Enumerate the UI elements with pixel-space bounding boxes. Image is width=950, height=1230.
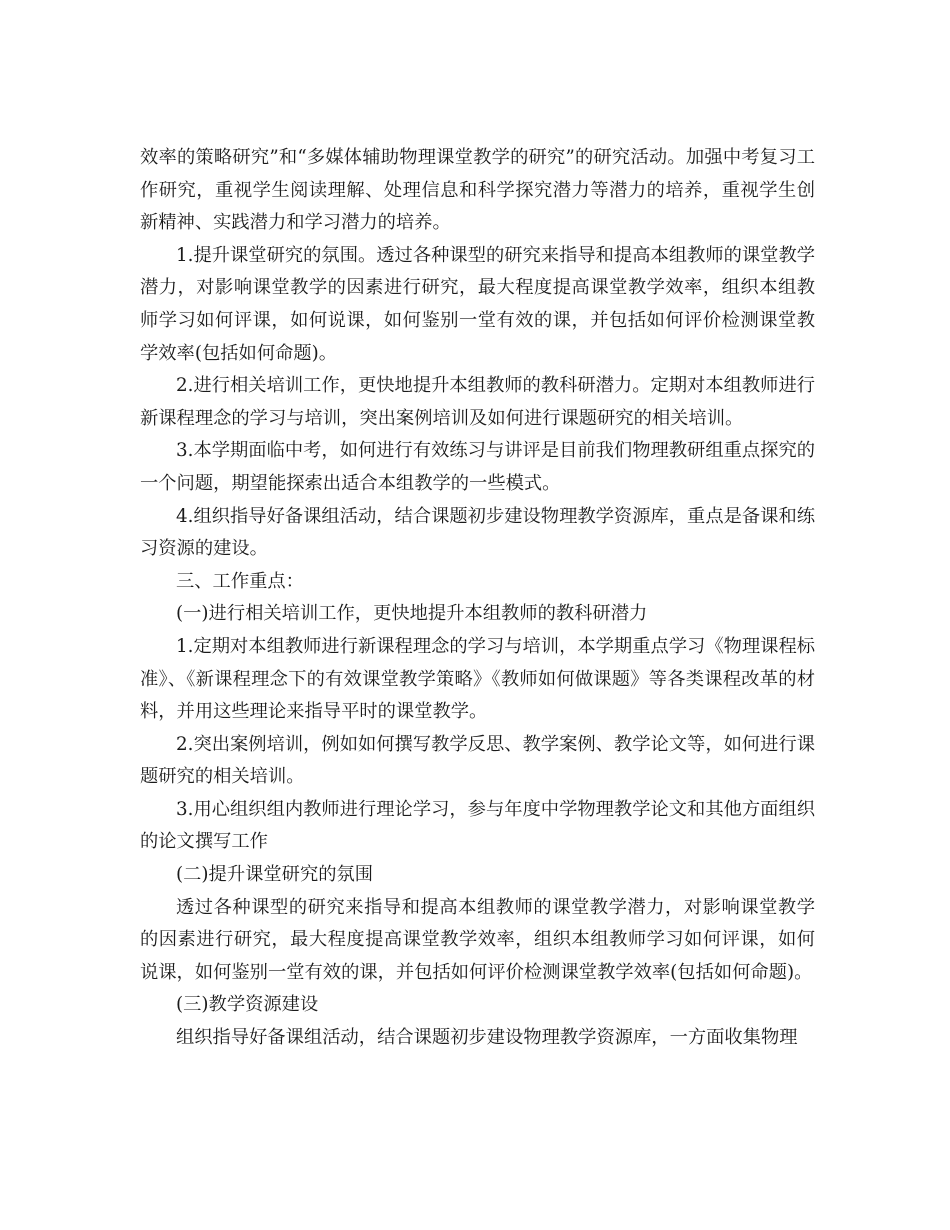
paragraph-intro-continuation: 效率的策略研究”和“多媒体辅助物理课堂教学的研究”的研究活动。加强中考复习工作研究，重视学生阅读理解、处理信息和科学探究潜力等潜力的培养，重视学生创新精神、实践潜力和学习潜力的培养。 — [140, 147, 815, 234]
paragraph-item-1-classroom-research: 1.提升课堂研究的氛围。透过各种课型的研究来指导和提高本组教师的课堂教学潜力，对影响课堂教学的因素进行研究，最大程度提高课堂教学效率，组织本组教师学习如何评课，如何说课，如何鉴别一堂有效的课，并包括如何评价检测课堂教学效率(包括如何命题)。 — [140, 244, 816, 364]
document-body — [140, 142, 815, 1055]
paragraph-item-4-resources: 4.组织指导好备课组活动，结合课题初步建设物理教学资源库，重点是备课和练习资源的建设。 — [140, 505, 816, 560]
paragraph-training-1: 1.定期对本组教师进行新课程理念的学习与培训，本学期重点学习《物理课程标准》、《新课程理念下的有效课堂教学策略》《教师如何做课题》等各类课程改革的材料，并用这些理论来指导平时的课堂教学。 — [140, 635, 816, 723]
paragraph-training-3: 3.用心组织组内教师进行理论学习，参与年度中学物理教学论文和其他方面组织的论文撰写工作 — [140, 798, 816, 853]
paragraph-teaching-resources: 组织指导好备课组活动，结合课题初步建设物理教学资源库，一方面收集物理 — [176, 1027, 798, 1049]
paragraph-item-2-training: 2.进行相关培训工作，更快地提升本组教师的教科研潜力。定期对本组教师进行新课程理念的学习与培训，突出案例培训及如何进行课题研究的相关培训。 — [140, 375, 816, 429]
paragraph-classroom-research: 透过各种课型的研究来指导和提高本组教师的课堂教学潜力，对影响课堂教学的因素进行研究，最大程度提高课堂教学效率，组织本组教师学习如何评课，如何说课，如何鉴别一堂有效的课，并包括如何评价检测课堂教学效率(包括如何命题)。 — [140, 896, 815, 983]
section-heading-work-focus: 三、工作重点： — [176, 570, 304, 592]
subheading-1-training: (一)进行相关培训工作，更快地提升本组教师的教科研潜力 — [176, 603, 648, 625]
subheading-2-classroom-research: (二)提升课堂研究的氛围 — [176, 864, 374, 886]
paragraph-training-2: 2.突出案例培训，例如如何撰写教学反思、教学案例、教学论文等，如何进行课题研究的相关培训。 — [140, 733, 816, 788]
paragraph-item-3-exam-practice: 3.本学期面临中考，如何进行有效练习与讲评是目前我们物理教研组重点探究的一个问题，期望能探索出适合本组教学的一些模式。 — [140, 440, 816, 494]
subheading-3-teaching-resources: (三)教学资源建设 — [176, 994, 319, 1016]
